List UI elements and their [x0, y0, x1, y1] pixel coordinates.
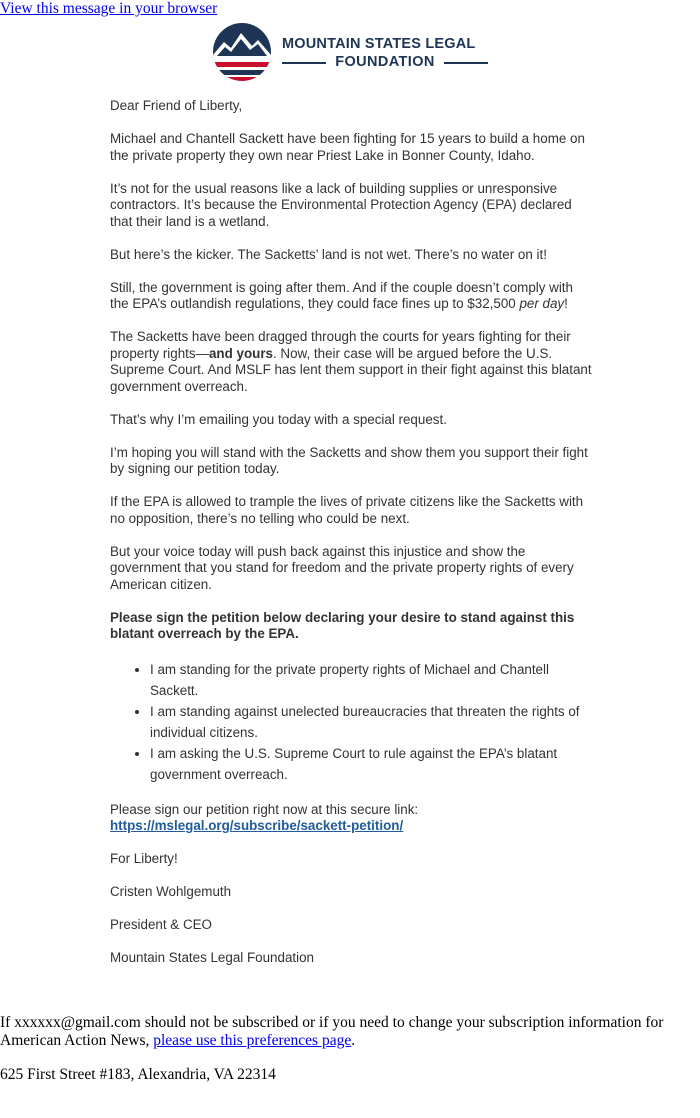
- paragraph-7: I’m hoping you will stand with the Sacketts and show them you support their fight by signing our petition today.: [110, 444, 588, 476]
- greeting: Dear Friend of Liberty,: [110, 98, 243, 113]
- paragraph-2: It’s not for the usual reasons like a lack of building supplies or unresponsive contractors. It’s because the Environmental Protection Agency (EPA) declared that their land is a wetland.: [110, 180, 572, 229]
- logo-rule-right: [444, 62, 488, 64]
- unsubscribe-notice: [0, 1014, 700, 1050]
- pledge-item: • I am asking the U.S. Supreme Court to rule against the EPA’s blatant government overreach.: [150, 743, 592, 785]
- call-to-action-text: Please sign the petition below declaring your desire to stand against this blatant overreach by the EPA.: [110, 609, 575, 641]
- footer: [0, 1014, 700, 1050]
- unsubscribe-text-end: .: [351, 1032, 356, 1049]
- paragraph-5-strong: and yours: [208, 345, 273, 361]
- paragraph-9: But your voice today will push back against this injustice and show the government that you stand for freedom and the private property rights of every American citizen.: [110, 543, 574, 592]
- call-to-action: [110, 610, 592, 643]
- paragraph-6: That’s why I’m emailing you today with a special request.: [110, 411, 447, 427]
- paragraph-5: [110, 329, 592, 395]
- mailing-address: 625 First Street #183, Alexandria, VA 22314: [0, 1066, 276, 1083]
- paragraph-3: But here’s the kicker. The Sacketts’ land is not wet. There’s no water on it!: [110, 246, 547, 262]
- closing: For Liberty!: [110, 851, 178, 866]
- paragraph-4-text: Still, the government is going after them. And if the couple doesn’t comply with the EPA’s outlandish regulations, they could face fines up to $32,500: [110, 279, 573, 311]
- petition-link[interactable]: https://mslegal.org/subscribe/sackett-petition/: [110, 818, 404, 833]
- signer-name: Cristen Wohlgemuth: [110, 884, 232, 899]
- signer-title: President & CEO: [110, 917, 212, 932]
- paragraph-5-end: . Now, their case will be argued before the U.S. Supreme Court. And MSLF has lent them support in their fight against this blatant government overreach.: [110, 345, 592, 394]
- paragraph-4-emphasis: per day: [519, 296, 565, 311]
- view-in-browser-link[interactable]: View this message in your browser: [0, 0, 218, 17]
- pledge-list: [110, 659, 592, 785]
- pledge-item: • I am standing for the private property rights of Michael and Chantell Sackett.: [150, 659, 592, 701]
- paragraph-1: Michael and Chantell Sackett have been fighting for 15 years to build a home on the private property they own near Priest Lake in Bonner County, Idaho.: [110, 131, 585, 163]
- paragraph-8: If the EPA is allowed to trample the lives of private citizens like the Sacketts with no opposition, there’s no telling who could be next.: [110, 494, 584, 526]
- petition-link-intro: Please sign our petition right now at this secure link:: [110, 801, 419, 817]
- paragraph-4-end: !: [564, 296, 568, 311]
- logo-text-line2: FOUNDATION: [335, 54, 435, 70]
- mslf-logo: [212, 22, 502, 82]
- unsubscribe-text: If xxxxxx@gmail.com should not be subscribed or if you need to change your subscription information for American Action News,: [0, 1014, 664, 1049]
- signer-org: Mountain States Legal Foundation: [110, 950, 314, 965]
- paragraph-4: [110, 280, 592, 313]
- petition-link-paragraph: [110, 802, 592, 835]
- paragraph-5-text: The Sacketts have been dragged through the courts for years fighting for their property rights—: [110, 329, 571, 361]
- preferences-link[interactable]: please use this preferences page: [153, 1032, 352, 1049]
- mountain-logo-icon: [212, 22, 272, 82]
- logo-text-line1: MOUNTAIN STATES LEGAL: [282, 36, 476, 52]
- pledge-item: • I am standing against unelected bureaucracies that threaten the rights of individual citizens.: [150, 701, 592, 743]
- letter-body: [110, 98, 592, 983]
